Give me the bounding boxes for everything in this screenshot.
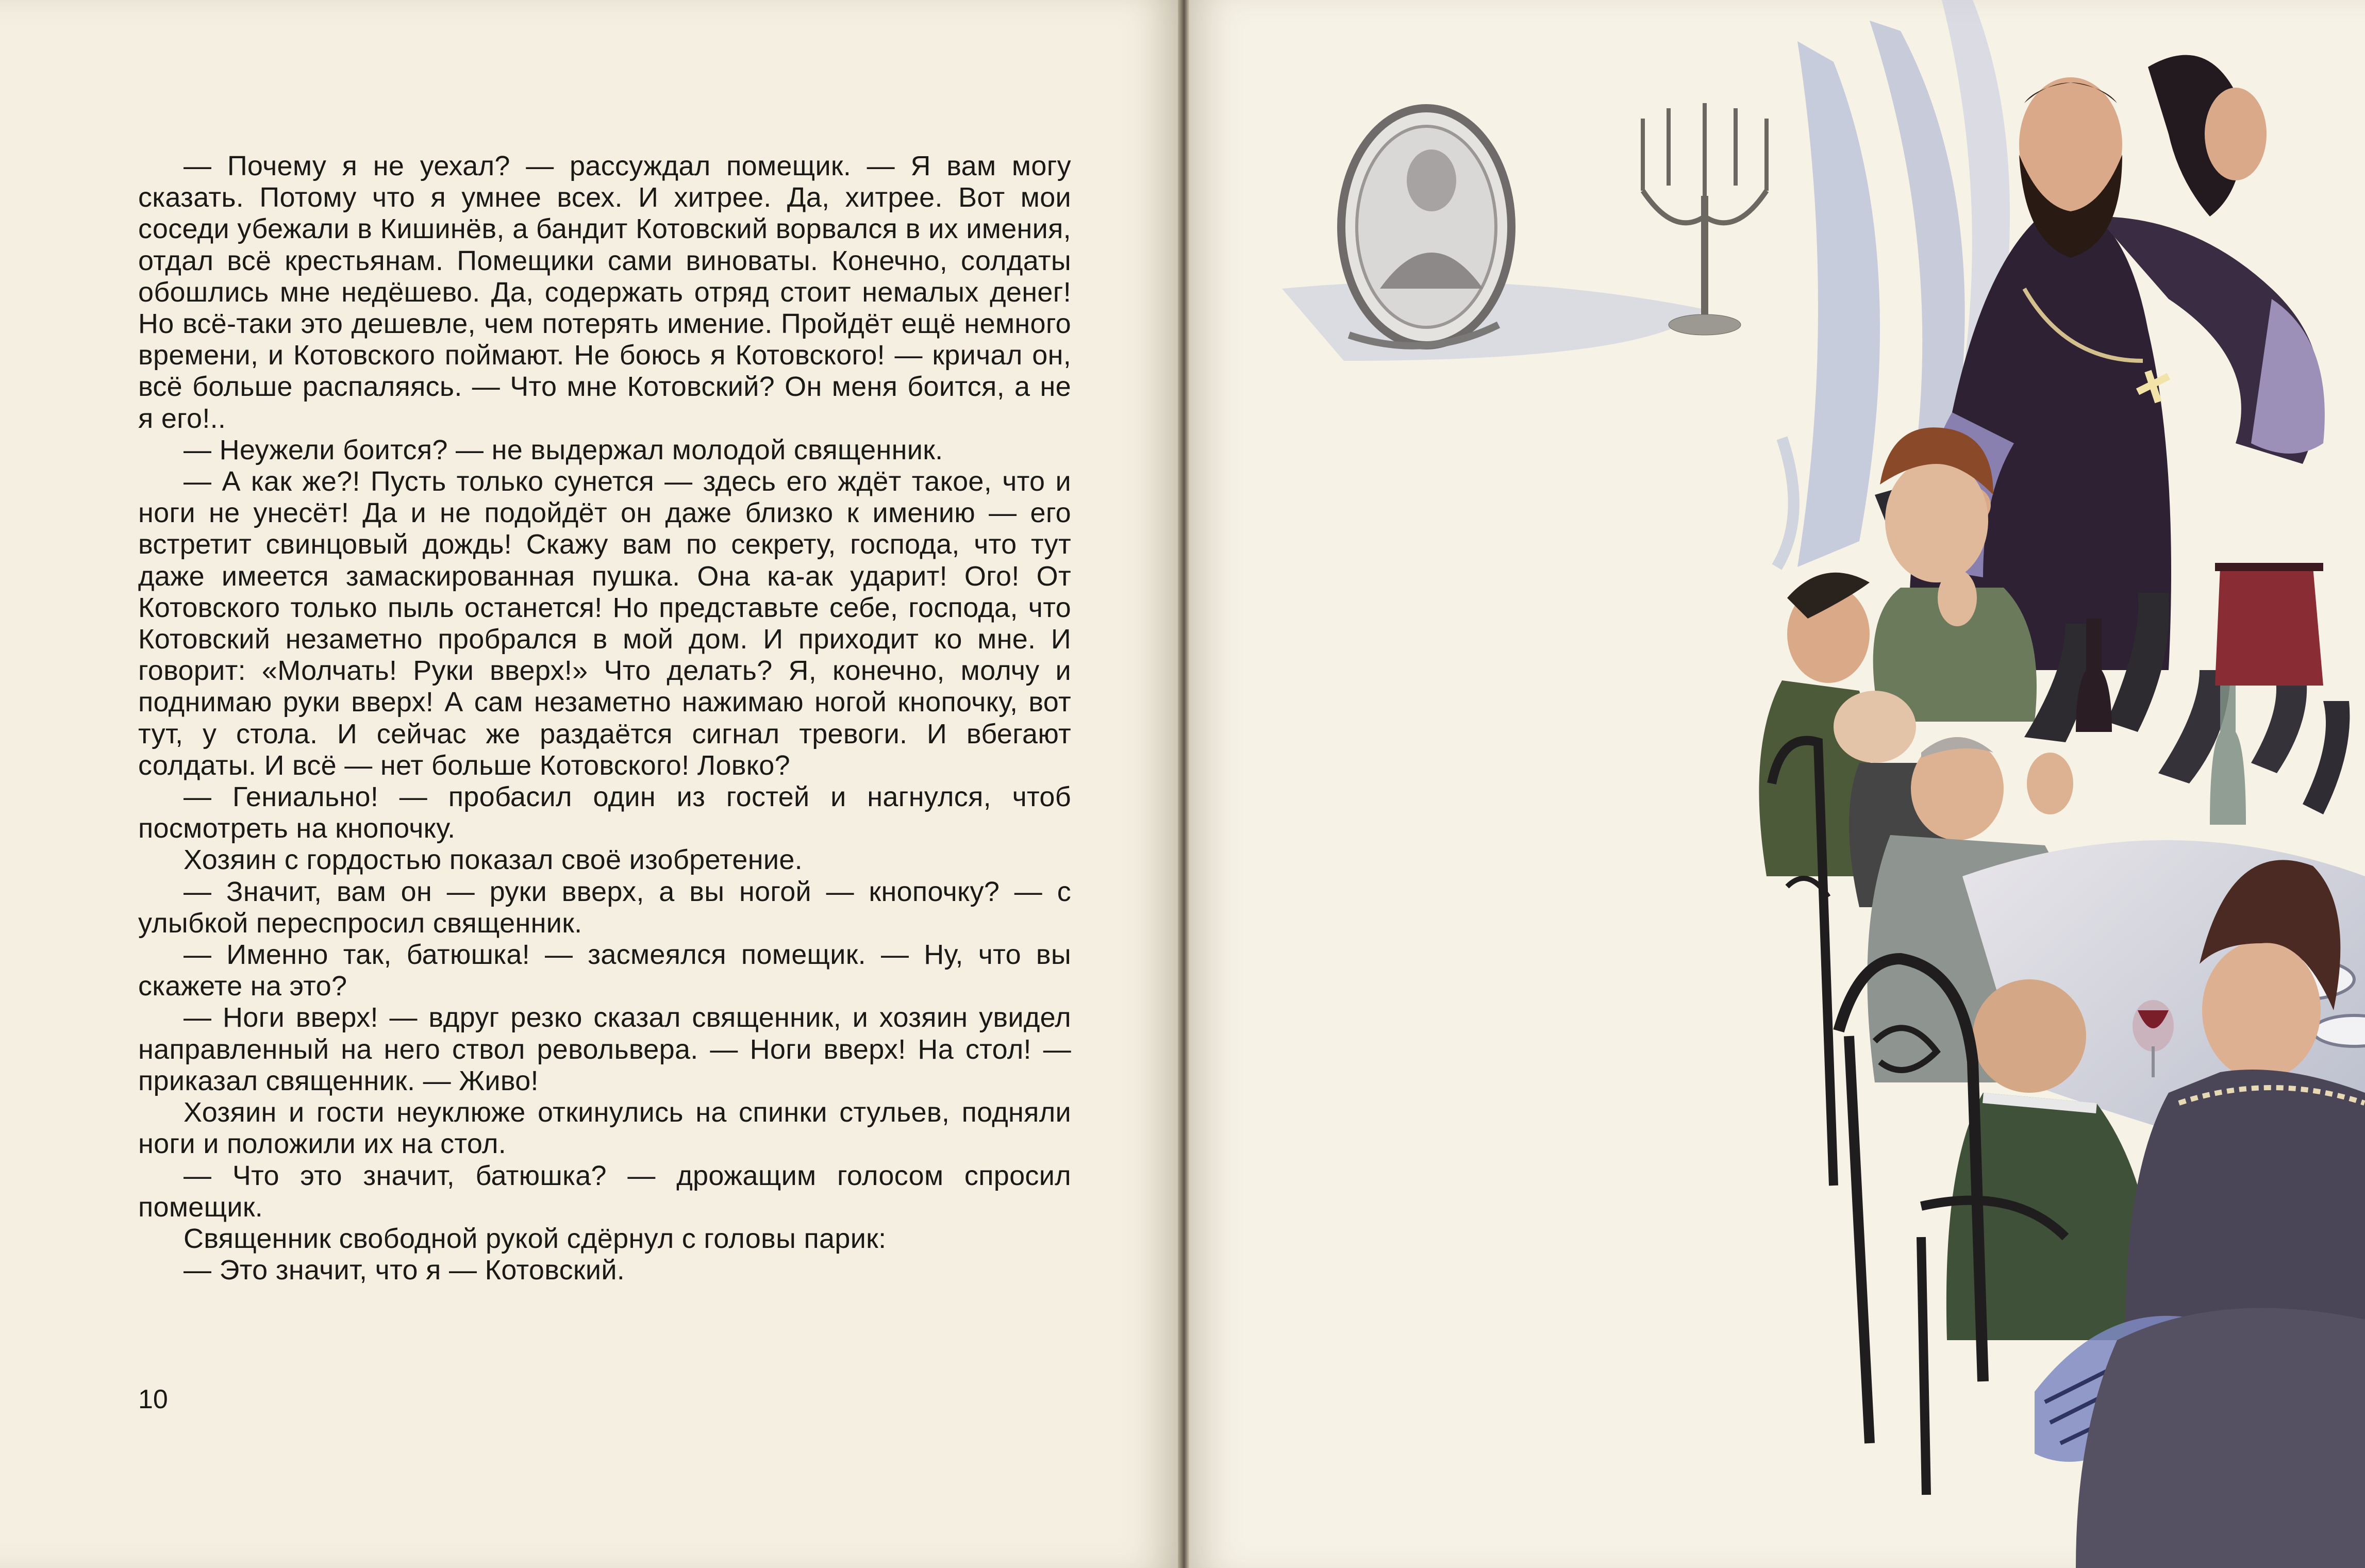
candelabra bbox=[1643, 103, 1767, 335]
paragraph: — Ноги вверх! — вдруг резко сказал священник, и хозяин увидел направленный на него ствол револьвера. — Ноги вверх! На стол! — приказал священник. — Живо! bbox=[138, 1002, 1071, 1096]
paragraph: Хозяин с гордостью показал своё изобретение. bbox=[184, 844, 803, 876]
page-number: 10 bbox=[138, 1384, 168, 1414]
paragraph: — Неужели боится? — не выдержал молодой священник. bbox=[184, 434, 943, 465]
paragraph: Хозяин и гости неуклюже откинулись на спинки стульев, подняли ноги и положили их на стол. bbox=[138, 1097, 1071, 1160]
wall-portrait bbox=[1341, 108, 1511, 346]
dinner-scene-illustration bbox=[1189, 0, 2365, 1568]
paragraph: Священник свободной рукой сдёрнул с головы парик: bbox=[184, 1223, 887, 1254]
paragraph: — Это значит, что я — Котовский. bbox=[184, 1255, 625, 1286]
red-chair bbox=[2215, 567, 2323, 686]
left-page bbox=[0, 0, 1178, 1568]
right-page bbox=[1189, 0, 2365, 1568]
paragraph: — Гениально! — пробасил один из гостей и нагнулся, чтоб посмотреть на кнопочку. bbox=[138, 781, 1071, 844]
paragraph: — Именно так, батюшка! — засмеялся помещик. — Ну, что вы скажете на это? bbox=[138, 939, 1071, 1002]
book-gutter bbox=[1178, 0, 1189, 1568]
foreground-skirt bbox=[2076, 1308, 2365, 1568]
paragraph: — А как же?! Пусть только сунется — здесь его ждёт такое, что и ноги не унесёт! Да и не подойдёт он даже близко к имению — его встретит свинцовый дождь! Скажу вам по секрету, господа, что тут даже имеется замаскированная пушка. Она ка-ак ударит! Ого! От Котовского только пыль останется! Но представьте себе, господа, что Котовский незаметно пробрался в мой дом. И приходит ко мне. И говорит: «Молчать! Руки вверх!» Что делать? Я, конечно, молчу и поднимаю руки вверх! А сам незаметно нажимаю ногой кнопочку, вот тут, у стола. И сейчас же раздаётся сигнал тревоги. И вбегают солдаты. И всё — нет больше Котовского! Ловко? bbox=[138, 466, 1071, 781]
story-text bbox=[138, 151, 1071, 1286]
paragraph: — Почему я не уехал? — рассуждал помещик. — Я вам могу сказать. Потому что я умнее всех. И хитрее. Да, хитрее. Вот мои соседи убежали в Кишинёв, а бандит Котовский ворвался в их имения, отдал всё крестьянам. Помещики сами виноваты. Конечно, солдаты обошлись мне недёшево. Да, содержать отряд стоит немалых денег! Но всё-таки это дешевле, чем потерять имение. Пройдёт ещё немного времени, и Котовского поймают. Не боюсь я Котовского! — кричал он, всё больше распаляясь. — Что мне Котовский? Он меня боится, а не я его!.. bbox=[138, 151, 1071, 434]
paragraph: — Что это значит, батюшка? — дрожащим голосом спросил помещик. bbox=[138, 1160, 1071, 1223]
paragraph: — Значит, вам он — руки вверх, а вы ногой — кнопочку? — с улыбкой переспросил священник. bbox=[138, 876, 1071, 939]
